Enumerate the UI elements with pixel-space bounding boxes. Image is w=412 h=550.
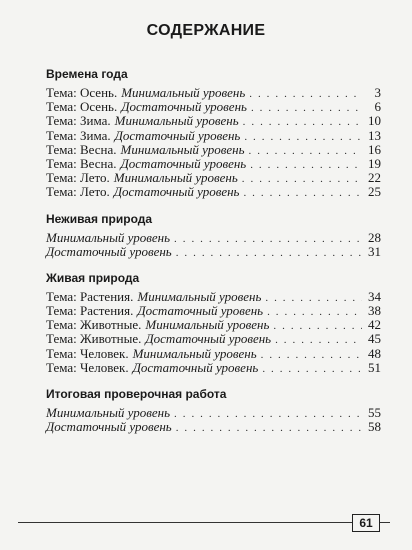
entry-page: 13 — [368, 127, 381, 143]
dot-leader — [176, 421, 362, 435]
toc-entry — [46, 129, 381, 143]
entry-level: Минимальный уровень — [46, 405, 171, 420]
entry-page: 51 — [368, 359, 381, 375]
entry-level: Минимальный уровень — [113, 170, 238, 186]
entry-topic: Тема: Лето. — [46, 184, 110, 200]
entry-topic: Тема: Животные. — [46, 317, 142, 333]
section-title: Итоговая проверочная работа — [46, 387, 227, 401]
entry-level: Достаточный уровень — [46, 419, 172, 435]
dot-leader — [261, 348, 362, 362]
entry-page: 48 — [368, 345, 381, 361]
entry-level: Достаточный уровень — [121, 99, 247, 115]
page-number: 61 — [352, 514, 380, 532]
entry-topic: Тема: Лето. — [46, 170, 110, 186]
dot-leader — [243, 186, 362, 200]
dot-leader — [243, 115, 362, 129]
toc-entry — [46, 143, 381, 157]
entry-page: 42 — [368, 317, 381, 333]
entry-level: Минимальный уровень — [132, 345, 257, 361]
entry-page: 25 — [368, 184, 381, 200]
toc-entry — [46, 86, 381, 100]
entry-page: 10 — [368, 113, 381, 129]
entry-page: 31 — [368, 243, 381, 259]
entry-topic: Тема: Весна. — [46, 141, 117, 157]
entry-level: Достаточный уровень — [114, 127, 241, 143]
entry-topic: Тема: Растения. — [46, 288, 134, 304]
entry-topic: Тема: Зима. — [46, 127, 111, 143]
entry-page: 58 — [368, 419, 381, 435]
dot-leader — [249, 87, 362, 101]
dot-leader — [267, 305, 362, 319]
entry-topic: Тема: Человек. — [46, 345, 129, 361]
section-title: Живая природа — [46, 270, 140, 285]
dot-leader — [176, 246, 362, 260]
entry-topic: Тема: Зима. — [46, 113, 111, 129]
entry-page: 45 — [368, 331, 381, 347]
entry-topic: Тема: Человек. — [46, 359, 129, 375]
entry-level: Минимальный уровень — [114, 113, 239, 129]
toc-entry — [46, 318, 381, 332]
entry-level: Достаточный уровень — [137, 303, 264, 319]
page-title: СОДЕРЖАНИЕ — [146, 22, 266, 39]
entry-level: Минимальный уровень — [121, 85, 246, 100]
entry-page: 19 — [368, 155, 381, 171]
footer-rule — [18, 522, 390, 523]
entry-level: Минимальный уровень — [46, 229, 171, 245]
entry-topic: Тема: Животные. — [46, 331, 142, 347]
table-of-contents — [46, 64, 381, 443]
entry-page: 55 — [368, 405, 381, 420]
toc-section-nonliving-nature — [46, 209, 381, 259]
entry-level: Минимальный уровень — [145, 317, 270, 333]
dot-leader — [265, 291, 362, 305]
toc-section-living-nature — [46, 268, 381, 375]
entry-level: Достаточный уровень — [113, 184, 240, 200]
entry-level: Достаточный уровень — [46, 243, 172, 259]
toc-entry — [46, 114, 381, 128]
entry-topic: Тема: Весна. — [46, 155, 117, 171]
dot-leader — [275, 333, 362, 347]
section-title: Неживая природа — [46, 211, 153, 226]
dot-leader — [250, 158, 362, 172]
dot-leader — [251, 101, 362, 115]
toc-entry — [46, 185, 381, 199]
entry-page: 38 — [368, 303, 381, 319]
dot-leader — [242, 172, 362, 186]
toc-section-seasons — [46, 64, 381, 200]
entry-page: 22 — [368, 170, 381, 186]
entry-level: Минимальный уровень — [120, 141, 245, 157]
section-title: Времена года — [46, 67, 128, 81]
dot-leader — [174, 407, 362, 421]
entry-topic: Тема: Осень. — [46, 85, 118, 100]
entry-page: 28 — [368, 229, 381, 245]
entry-level: Достаточный уровень — [145, 331, 272, 347]
toc-entry — [46, 100, 381, 114]
toc-entry — [46, 361, 381, 375]
toc-entry — [46, 347, 381, 361]
dot-leader — [249, 144, 362, 158]
dot-leader — [262, 362, 362, 376]
entry-topic: Тема: Осень. — [46, 99, 118, 115]
toc-entry — [46, 304, 381, 318]
entry-page: 3 — [374, 85, 381, 100]
entry-level: Минимальный уровень — [137, 288, 262, 304]
dot-leader — [273, 319, 362, 333]
entry-page: 16 — [368, 141, 381, 157]
dot-leader — [174, 232, 362, 246]
toc-entry — [46, 231, 381, 245]
toc-entry — [46, 406, 381, 420]
toc-entry — [46, 245, 381, 259]
toc-section-final-test — [46, 384, 381, 434]
toc-entry — [46, 290, 381, 304]
toc-entry — [46, 332, 381, 346]
toc-entry — [46, 171, 381, 185]
toc-entry — [46, 420, 381, 434]
toc-entry — [46, 157, 381, 171]
dot-leader — [244, 130, 362, 144]
entry-level: Достаточный уровень — [120, 155, 247, 171]
entry-page: 34 — [368, 288, 381, 304]
entry-topic: Тема: Растения. — [46, 303, 134, 319]
entry-page: 6 — [374, 99, 381, 115]
entry-level: Достаточный уровень — [132, 359, 259, 375]
